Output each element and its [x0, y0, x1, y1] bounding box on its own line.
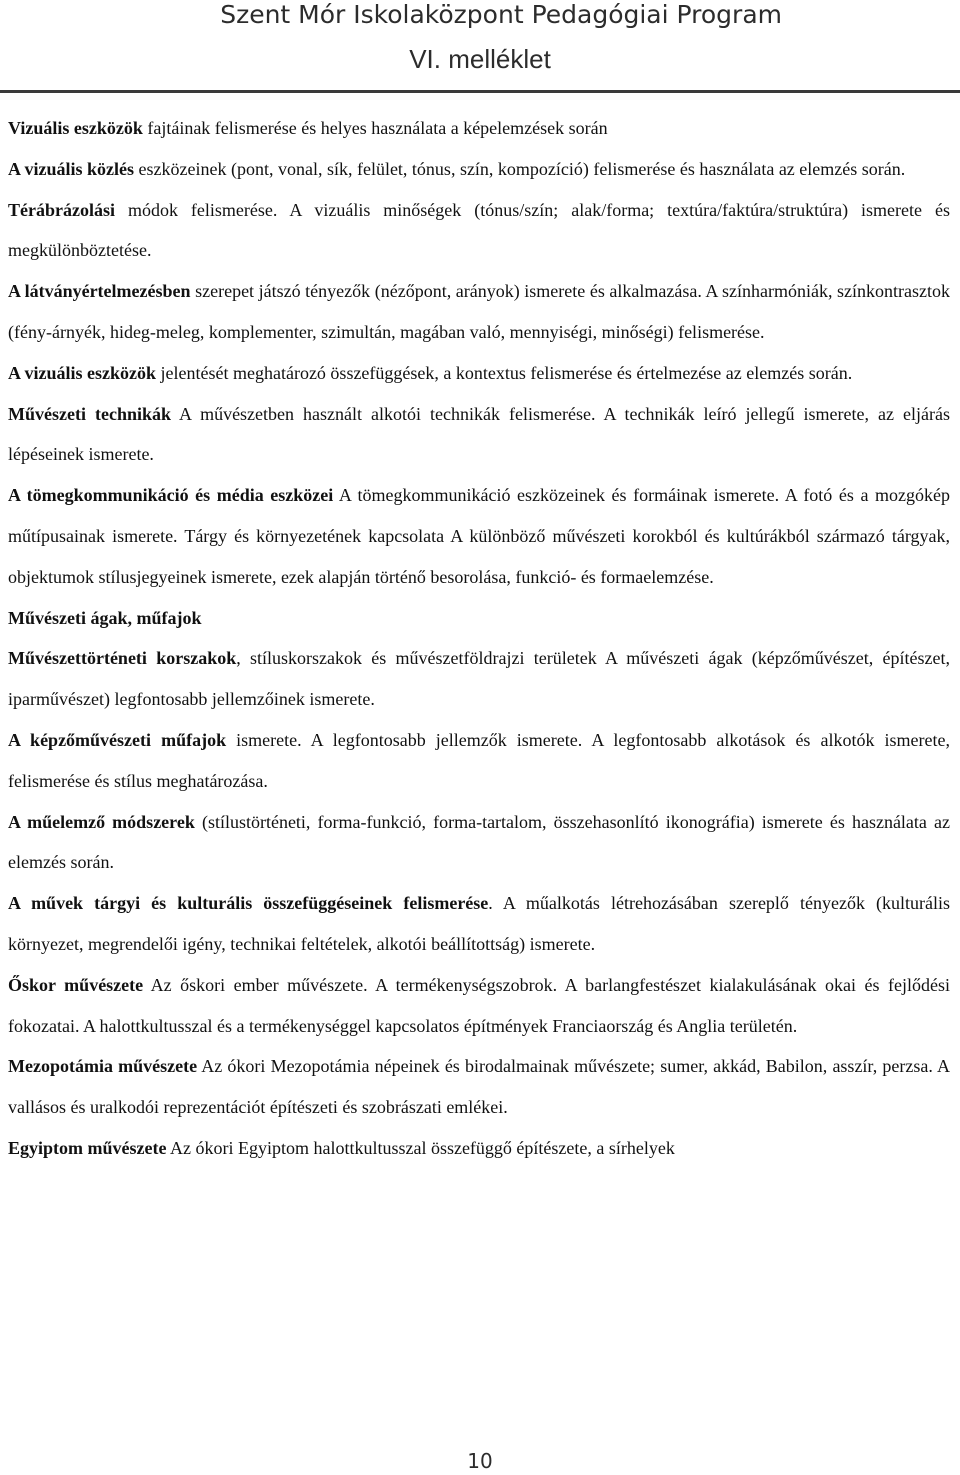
paragraph-muelemzo-modszerek — [8, 802, 950, 884]
paragraph-mezopotamia-muveszete — [8, 1046, 950, 1128]
paragraph-muvek-osszefuggesei — [8, 883, 950, 965]
paragraph-heading: A vizuális eszközök — [8, 362, 157, 383]
page-number: 10 — [467, 1449, 493, 1473]
paragraph-text: szerepet játszó tényezők (nézőpont, arányok) ismerete és alkalmazása. A színharmóniák, színkontrasztok (fény-árnyék, hideg-meleg, komplementer, szimultán, magában való, mennyiségi, minőségi) felismerése. — [8, 281, 951, 342]
paragraph-terabrazolas — [8, 190, 950, 272]
paragraph-heading: Mezopotámia művészete — [8, 1056, 198, 1077]
paragraph-text: eszközeinek (pont, vonal, sík, felület, tónus, szín, kompozíció) felismerése és használata az elemzés során. — [134, 158, 906, 179]
document-body — [8, 108, 950, 1169]
paragraph-text: Az ókori Egyiptom halottkultusszal összefüggő építészete, a sírhelyek — [166, 1137, 675, 1158]
paragraph-text: , stíluskorszakok és művészetföldrajzi területek A művészeti ágak (képzőművészet, építészet, iparművészet) legfontosabb jellemzőinek ismerete. — [8, 648, 950, 710]
paragraph-heading: Művészeti technikák — [8, 403, 172, 424]
paragraph-muveszeti-technikak — [8, 394, 950, 476]
paragraph-oskor-muveszete — [8, 965, 950, 1047]
paragraph-text: fajtáinak felismerése és helyes használata a képelemzések során — [142, 118, 608, 138]
paragraph-muveszettorteneti-korszakok — [8, 638, 950, 720]
paragraph-text: A tömegkommunikáció eszközeinek és formáinak ismerete. A fotó és a mozgókép műtípusainak ismerete. Tárgy és környezetének kapcsolata A különböző művészeti korokból és kultúrákból származó tárgyak, objektumok stílusjegyeinek ismerete, ezek alapján történő besorolása, funkció- és formaelemzése. — [8, 485, 951, 587]
header-annex-title: VI. melléklet — [409, 44, 551, 74]
paragraph-heading: A vizuális közlés — [8, 158, 135, 179]
paragraph-text: Az ókori Mezopotámia népeinek és birodalmainak művészete; sumer, akkád, Babilon, asszír, perzsa. A vallásos és uralkodói reprezentációt építészeti és szobrászati emlékei. — [8, 1056, 950, 1118]
paragraph-heading: Művészeti ágak, műfajok — [8, 607, 202, 628]
paragraph-heading: Vizuális eszközök — [8, 118, 143, 138]
paragraph-heading: Egyiptom művészete — [8, 1137, 167, 1158]
paragraph-heading: Őskor művészete — [8, 974, 144, 995]
paragraph-text: jelentését meghatározó összefüggések, a kontextus felismerése és értelmezése az elemzés során. — [156, 362, 853, 383]
paragraph-kepzomuveszeti-mufajok — [8, 720, 950, 802]
paragraph-latvanyertelmezes — [8, 271, 950, 353]
paragraph-egyiptom-muveszete — [8, 1128, 950, 1169]
paragraph-vizualis-eszkozok-jelentese — [8, 353, 950, 394]
paragraph-heading: A művek tárgyi és kulturális összefüggéseinek felismerése — [8, 893, 489, 914]
paragraph-text: Az őskori ember művészete. A termékenységszobrok. A barlangfestészet kialakulásának okai és fejlődési fokozatai. A halottkultusszal és a termékenységgel kapcsolatos építmények Franciaország és Anglia területén. — [8, 974, 950, 1036]
paragraph-text: módok felismerése. A vizuális minőségek (tónus/szín; alak/forma; textúra/faktúra/struktúra) ismerete és megkülönböztetése. — [8, 199, 950, 261]
paragraph-text: A művészetben használt alkotói technikák felismerése. A technikák leíró jellegű ismerete, az eljárás lépéseinek ismerete. — [8, 403, 950, 465]
paragraph-heading: A tömegkommunikáció és média eszközei — [8, 485, 334, 506]
paragraph-heading: A képzőművészeti műfajok — [8, 729, 227, 750]
paragraph-text: ismerete. A legfontosabb jellemzők ismerete. A legfontosabb alkotások és alkotók ismerete, felismerése és stílus meghatározása. — [8, 729, 950, 791]
paragraph-vizualis-eszkozok — [8, 108, 950, 149]
paragraph-heading: A látványértelmezésben — [8, 281, 191, 302]
header-divider — [0, 90, 960, 93]
paragraph-heading: Térábrázolási — [8, 199, 115, 220]
paragraph-muveszeti-agak — [8, 598, 950, 639]
paragraph-heading: Művészettörténeti korszakok — [8, 648, 237, 669]
paragraph-heading: A műelemző módszerek — [8, 811, 195, 832]
header-school-name: Szent Mór Iskolaközpont Pedagógiai Program — [220, 0, 782, 29]
paragraph-vizualis-kozles — [8, 149, 950, 190]
paragraph-text: (stílustörténeti, forma-funkció, forma-tartalom, összehasonlító ikonográfia) ismerete és használata az elemzés során. — [8, 811, 950, 873]
paragraph-text: . A műalkotás létrehozásában szereplő tényezők (kulturális környezet, megrendelői igény, technikai feltételek, alkotói beállítottság) ismerete. — [8, 893, 950, 954]
paragraph-tomegkommunikacio — [8, 475, 950, 597]
